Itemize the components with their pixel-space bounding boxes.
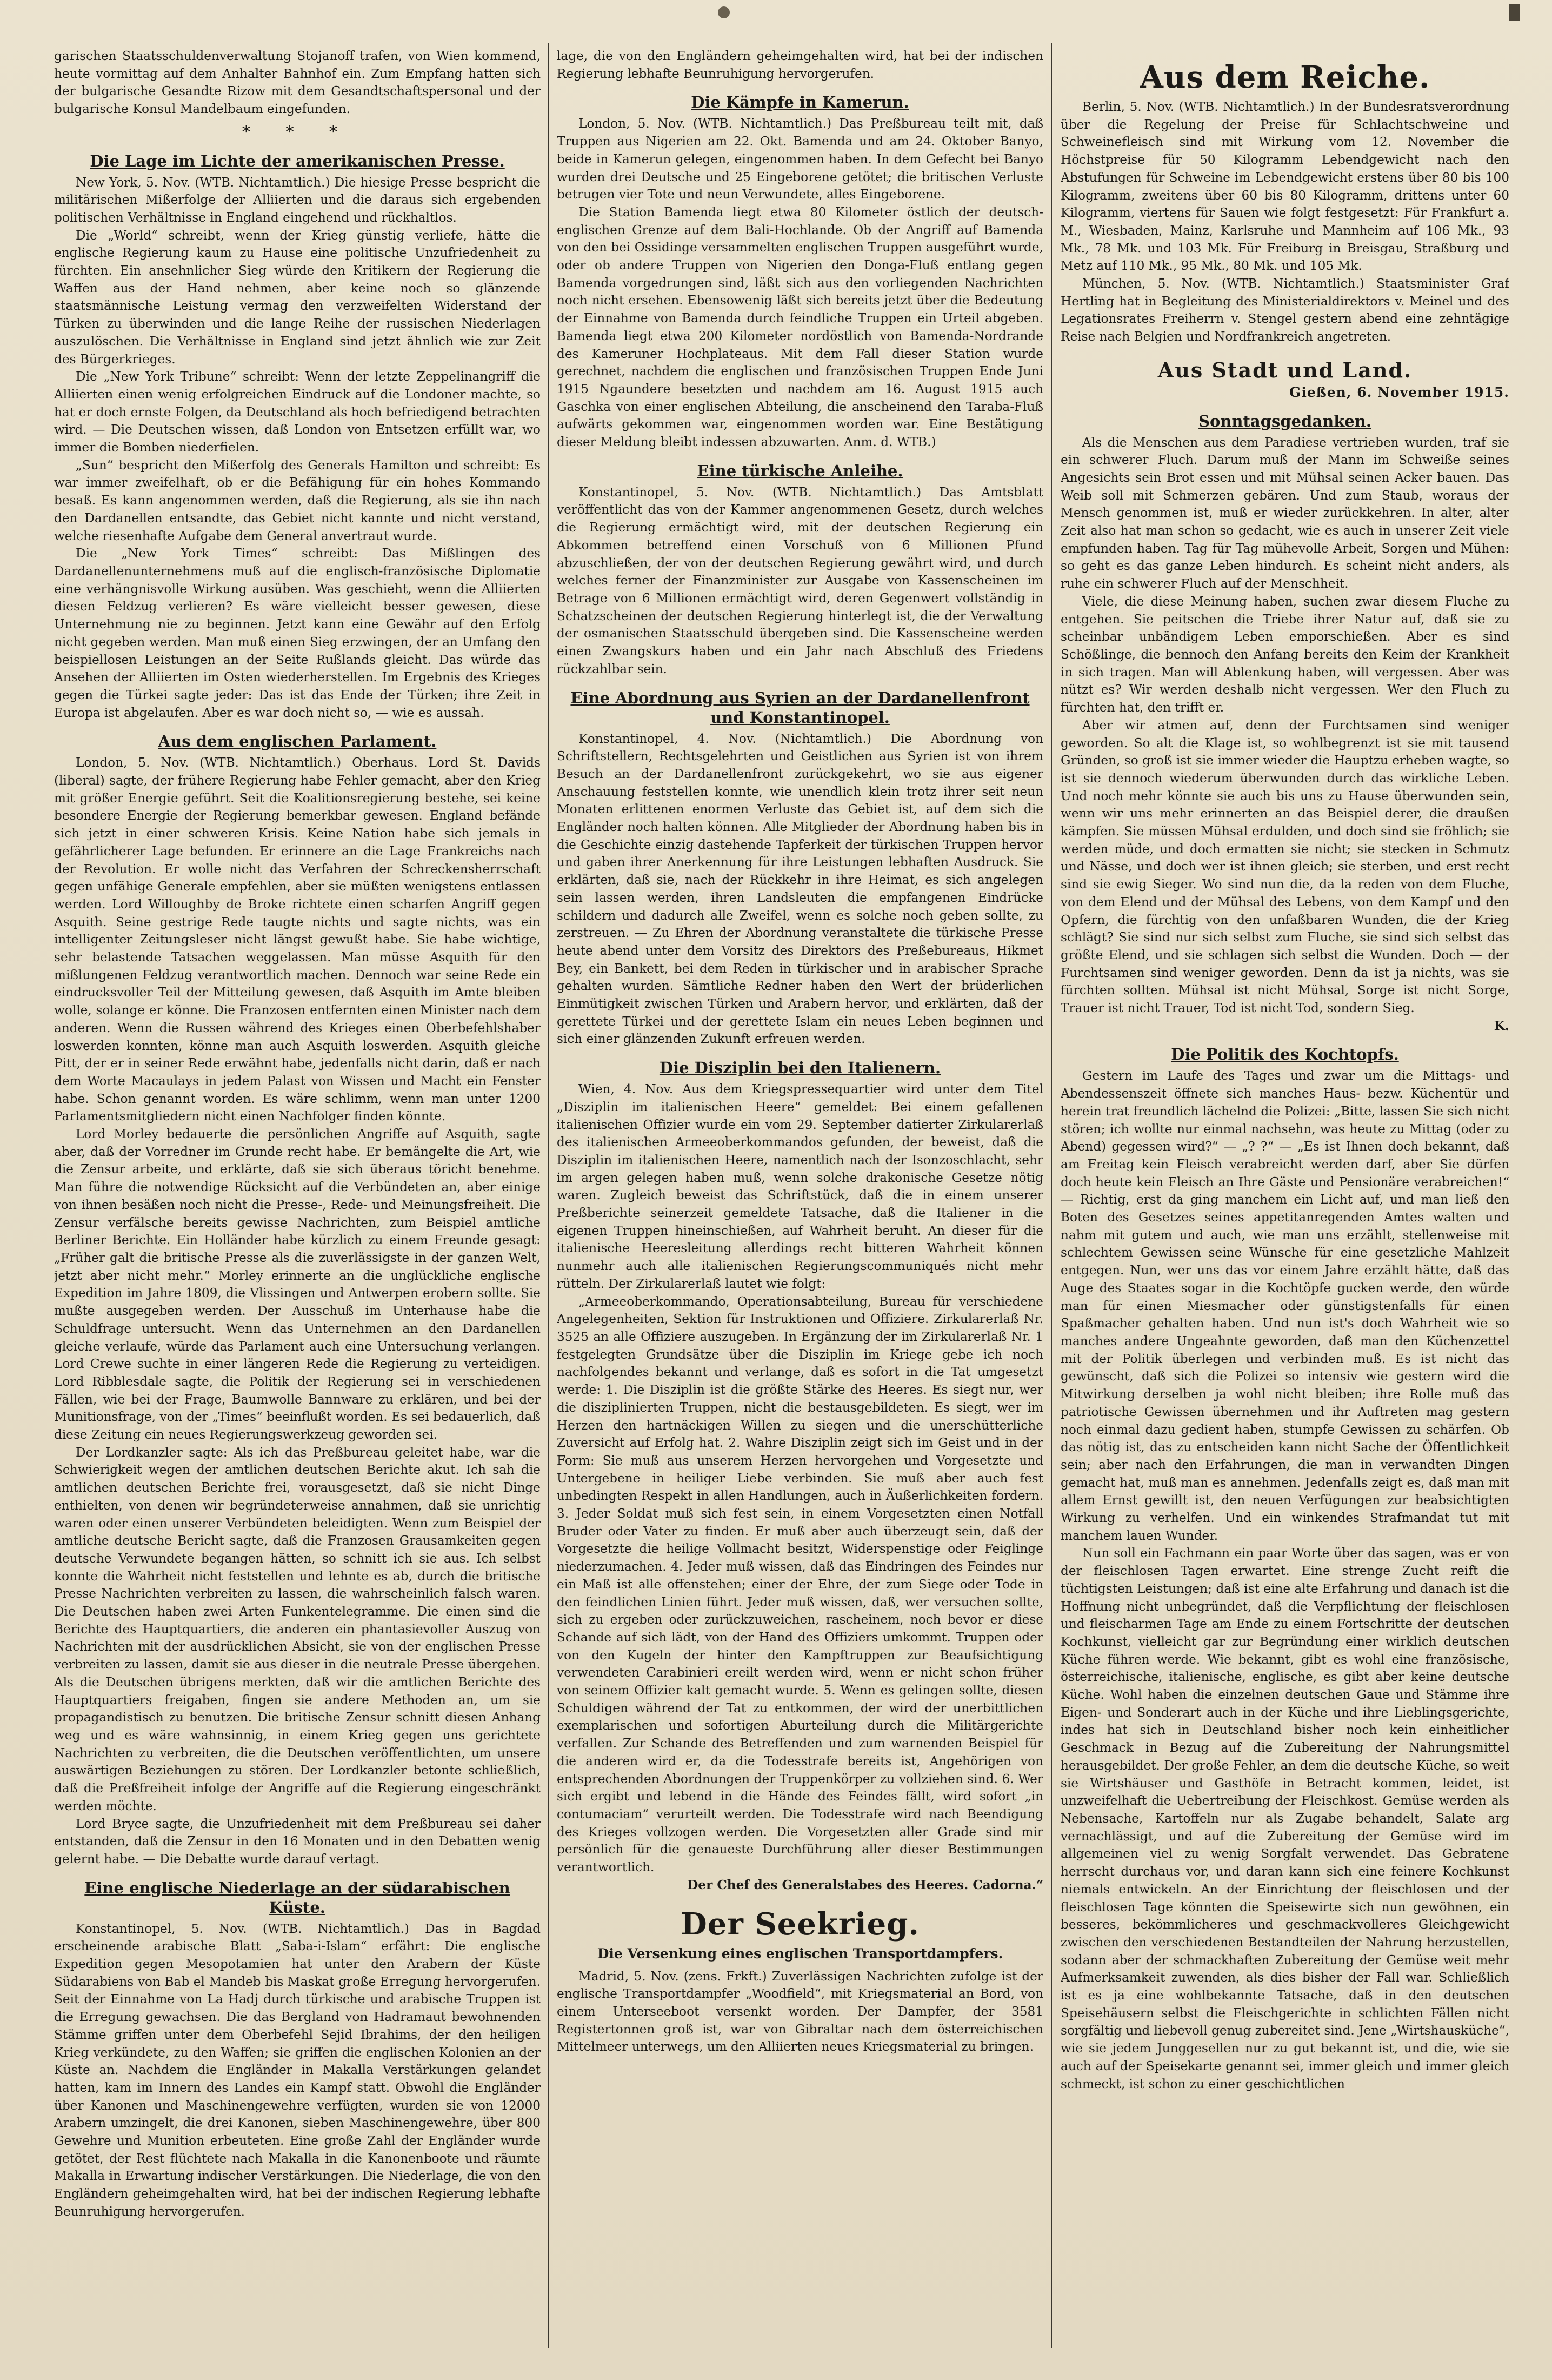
- paragraph: Die „New York Tribune“ schreibt: Wenn der letzte Zeppelinangriff die Alliierten einen wenig erfolgreichen Eindruck auf die Londoner machte, so hat er doch ernste Folgen, da Deutschland als hoch befriedigend betrachten wird. — Die Deutschen wissen, daß London von Entsetzen erfüllt war, wo immer die Bomben niederfielen.: [54, 369, 541, 455]
- margin-mark: [1509, 4, 1520, 21]
- headline-italian-discipline: Die Disziplin bei den Italienern.: [659, 1059, 941, 1078]
- paragraph: Die „New York Times“ schreibt: Das Mißlingen des Dardanellenunternehmens muß auf die englisch-französische Diplomatie eine verhängnisvolle Wirkung ausüben. Was geschieht, wenn die Alliierten diesen Feldzug verlieren? Es wäre vielleicht besser gewesen, diese Unternehmung nie zu beginnen. Jetzt kann eine Gewähr auf den Erfolg nicht gegeben werden. Man muß einen Sieg erzwingen, der an Umfang den beispiellosen Leistungen an der Seite Rußlands gleicht. Das würde das Ansehen der Alliierten im Osten wiederherstellen. Im Ergebnis des Krieges gegen die Türkei sagte jeder: Das ist das Ende der Türken; ihre Zeit in Europa ist abgelaufen. Aber es war doch nicht so, — wie es aussah.: [54, 546, 541, 720]
- paragraph: Konstantinopel, 5. Nov. (WTB. Nichtamtlich.) Das in Bagdad erscheinende arabische Blatt „Saba-i-Islam“ erfährt: Die englische Expedition gegen Mesopotamien hat unter den Arabern der Küste Südarabiens von Bab el Mandeb bis Maskat große Erregung hervorgerufen. Seit der Einnahme von La Hadj durch türkische und arabische Truppen ist die Erregung gewachsen. Die das Bergland von Hadramaut bewohnenden Stämme griffen unter dem Oberbefehl Sejid Ibrahims, der den heiligen Krieg verkündete, zu den Waffen; sie griffen die englischen Kolonien an der Küste an. Nachdem die Engländer in Makalla Verstärkungen gelandet hatten, kam im Innern des Landes ein Kampf statt. Obwohl die Engländer über Kanonen und Maschinengewehre verfügten, wurden sie von 12000 Arabern umzingelt, die drei Kanonen, sieben Maschinengewehre, über 800 Gewehre und Munition erbeuteten. Eine große Zahl der Engländer wurde getötet, der Rest flüchtete nach Makalla in die Kanonenboote und räumte Makalla in Erwartung indischer Verstärkungen. Die Niederlage, die von den Engländern geheimgehalten wird, hat bei der indischen Regierung lebhafte Beunruhigung hervorgerufen.: [54, 1921, 541, 2219]
- article-continuation: lage, die von den Engländern geheimgehalten wird, hat bei der indischen Regierung lebhafte Beunruhigung hervorgerufen.: [557, 49, 1043, 81]
- paragraph: Konstantinopel, 4. Nov. (Nichtamtlich.) Die Abordnung von Schriftstellern, Rechtsgelehrten und Geistlichen aus Syrien ist von ihrem Besuch an der Dardanellenfront zurückgekehrt, wo sie aus eigener Anschauung feststellen konnte, wie unendlich klein trotz ihrer seit neun Monaten erlittenen enormen Verluste das Gebiet ist, auf dem sich die Engländer noch halten können. Alle Mitglieder der Abordnung haben bis in die Geschichte einzig dastehende Tapferkeit der türkischen Truppen hervor und gaben ihrer Anerkennung für ihre Leistungen lebhaften Ausdruck. Sie erklärten, daß sie, nach der Rückkehr in ihre Heimat, es sich angelegen sein lassen werden, ihren Landsleuten die empfangenen Eindrücke schildern und dadurch alle Zweifel, wenn es solche noch geben sollte, zu zerstreuen. — Zu Ehren der Abordnung veranstaltete die türkische Presse heute abend unter dem Vorsitz des Direktors des Preßebureaus, Hikmet Bey, ein Bankett, bei dem Reden in türkischer und in arabischer Sprache gehalten wurden. Sämtliche Redner haben den Wert der brüderlichen Einmütigkeit zwischen Türken und Arabern hervor, und erklärten, daß der gerettete Türkei und der gerettete Islam ein neues Leben beginnen und sich einer glänzenden Zukunft erfreuen werden.: [557, 731, 1043, 1047]
- headline-cooking-pot-politics: Die Politik des Kochtopfs.: [1171, 1045, 1399, 1064]
- paragraph: London, 5. Nov. (WTB. Nichtamtlich.) Das Preßbureau teilt mit, daß Truppen aus Nigerien am 22. Okt. Bamenda und am 24. Oktober Banyo, beide in Kamerun gelegen, eingenommen haben. In dem Gefecht bei Banyo wurden drei Deutsche und 25 Eingeborene getötet; die britischen Verluste betrugen vier Tote und neun Verwundete, alles Eingeborene.: [557, 116, 1043, 202]
- column-rule-2: [1051, 43, 1052, 2348]
- paragraph: Madrid, 5. Nov. (zens. Frkft.) Zuverlässigen Nachrichten zufolge ist der englische Transportdampfer „Woodfield“, mit Kriegsmaterial an Bord, von einem Unterseeboot versenkt worden. Der Dampfer, der 3581 Registertonnen groß ist, war von Gibraltar nach dem österreichischen Mittelmeer unterwegs, um den Alliierten neues Kriegsmaterial zu bringen.: [557, 1969, 1043, 2055]
- print-mark: [718, 6, 730, 18]
- paragraph: Viele, die diese Meinung haben, suchen zwar diesem Fluche zu entgehen. Sie peitschen die Triebe ihrer Natur auf, daß sie zu scheinbar unbändigem Leben emporschießen. Aber es sind Schößlinge, die bennoch den Anfang bereits den Keim der Krankheit in sich tragen. Man will Ablenkung haben, will vergessen. Aber was nützt es? Wir werden deshalb nicht vergessen. Wer den Fluch zu fürchten hat, den trifft er.: [1061, 594, 1509, 715]
- paragraph: Die „World“ schreibt, wenn der Krieg günstig verliefe, hätte die englische Regierung kaum zu Hause eine politische Unzufriedenheit zu fürchten. Ein ansehnlicher Sieg würde den Kritikern der Regierung die Waffen aus der Hand nehmen, aber keine noch so glänzende staatsmännische Leistung vermag den verzweifelten Widerstand der Türken zu überwinden und die lange Reihe der russischen Niederlagen auszulöschen. Die Verhältnisse in England sind jetzt ähnlich wie zur Zeit des Bürgerkrieges.: [54, 228, 541, 367]
- paragraph: Aber wir atmen auf, denn der Furchtsamen sind weniger geworden. So alt die Klage ist, so wohlbegrenzt ist sie mit tausend Gründen, so groß ist sie immer wieder die Hauptzu erheben wagte, so ist sie dennoch wiederum überwunden durch das wirkliche Leben. Und noch mehr könnte sie auch bis uns zu Hause überwunden sein, wenn wir uns mehr erinnerten an das Beispiel derer, die draußen kämpfen. Sie müssen Mühsal erdulden, und doch sind sie fröhlich; sie werden müde, und doch ermatten sie nicht; sie stecken in Schmutz und Nässe, und doch wer ist ihnen gleich; sie sterben, und erst recht sind sie ewig Sieger. Wo sind nun die, da la reden von dem Fluche, von dem Elend und der Mühsal des Lebens, von dem Kampf und den Opfern, die fürchtig von den unfaßbaren Wunden, die der Krieg schlägt? Sie sind nur sich selbst zum Fluche, sie sind sich selbst das größte Elend, und sie schlagen sich selbst die Wunden. Doch — der Furchtsamen sind weniger geworden. Denn da ist ja nichts, was sie fürchten sollten. Mühsal ist nicht Mühsal, Sorge ist nicht Sorge, Trauer ist nicht Trauer, Tod ist nicht Tod, sondern Sieg.: [1061, 717, 1509, 1016]
- headline-us-press: Die Lage im Lichte der amerikanischen Presse.: [90, 151, 505, 170]
- column-middle: [557, 48, 1043, 2348]
- headline-kamerun: Die Kämpfe in Kamerun.: [691, 93, 909, 112]
- article-continuation: garischen Staatsschuldenverwaltung Stojanoff trafen, von Wien kommend, heute vormittag auf dem Anhalter Bahnhof ein. Zum Empfang hatten sich der bulgarische Gesandte Rizow mit dem Gesandtschaftspersonal und der bulgarische Konsul Mandelbaum eingefunden.: [54, 49, 541, 117]
- headline-sunday-thoughts: Sonntagsgedanken.: [1198, 411, 1371, 430]
- quoted-decree: „Armeeoberkommando, Operationsabteilung, Bureau für verschiedene Angelegenheiten, Sektion für Instruktionen und Offiziere. Zirkularerlaß Nr. 3525 an alle Offiziere auszugeben. In Ergänzung der im Zirkularerlaß Nr. 1 festgelegten Grundsätze über die Disziplin im Kriege gebe ich noch nachfolgendes bekannt und verlange, daß es sofort in die Tat umgesetzt werde: 1. Die Disziplin ist die größte Stärke des Heeres. Es siegt nur, wer die disziplinierten Truppen, nicht die bestausgebildeten. Es siegt, wer im Herzen den hartnäckigen Willen zu siegen und die unerschütterliche Zuversicht auf Erfolg hat. 2. Wahre Disziplin zeigt sich im Geist und in der Form: Sie muß aus unserem Herzen hervorgehen und Vorgesetzte und Untergebene in heiliger Liebe verbinden. Sie muß aber auch fest unbedingten Respekt in allen Handlungen, auch in Äußerlichkeiten fordern. 3. Jeder Soldat muß sich fest sein, in einem Vorgesetzten einen Notfall Bruder oder Vater zu finden. Er muß aber auch überzeugt sein, daß der Vorgesetzte die heilige Vollmacht besitzt, Widerspenstige oder Feiglinge niederzumachen. 4. Jeder muß wissen, daß das Eindringen des Feindes nur ein Maß ist alle offenstehen; einer der Ehre, der zum Siege oder Tode in den feindlichen Linien führt. Jeder muß wissen, daß, wer versuchen sollte, sich zu ergeben oder zurückzuweichen, rascheinem, noch bevor er diese Schande auf sich lädt, von der Hand des Offiziers umkommt. Truppen oder von den Kugeln der hinter den Kampftruppen zur Beaufsichtigung verwendeten Carabinieri ereilt werden wird, wenn er nicht schon früher von seinem Offizier kalt gemacht wurde. 5. Wenn es gelingen sollte, diesen Schuldigen während der Tat zu entkommen, der wird der unerbittlichen exemplarischen und sofortigen Aburteilung durch die Militärgerichte verfallen. Zur Schande des Betreffenden und zum warnenden Beispiel für die anderen wird er, da die Todesstrafe bereits ist, Angehörigen von entsprechenden Abordnungen der Truppenkörper zu vollziehen sind. 6. Wer sich ergibt und lebend in die Hände des Feindes fällt, wird sofort „in contumaciam“ verurteilt werden. Die Todesstrafe wird nach Beendigung des Krieges vollzogen werden. Die Vorgesetzten aller Grade sind mir persönlich für die genaueste Durchführung aller dieser Bestimmungen verantwortlich.: [557, 1294, 1043, 1875]
- paragraph: Berlin, 5. Nov. (WTB. Nichtamtlich.) In der Bundesratsverordnung über die Regelung der Preise für Schlachtschweine und Schweinefleisch sind mit Wirkung vom 12. November die Höchstpreise für 50 Kilogramm Lebendgewicht nach den Abstufungen für Schweine im Lebendgewicht erstens über 80 bis 100 Kilogramm, zweitens über 60 bis 80 Kilogramm, drittens unter 60 Kilogramm, viertens für Sauen wie folgt festgesetzt: Für Frankfurt a. M., Wiesbaden, Mainz, Karlsruhe und Mannheim auf 106 Mk., 93 Mk., 78 Mk. und 103 Mk. Für Freiburg in Breisgau, Straßburg und Metz auf 110 Mk., 95 Mk., 80 Mk. und 105 Mk.: [1061, 99, 1509, 274]
- paragraph: New York, 5. Nov. (WTB. Nichtamtlich.) Die hiesige Presse bespricht die militärischen Mißerfolge der Alliierten und die daraus sich ergebenden politischen Verhältnisse in England eingehend und rückhaltlos.: [54, 175, 541, 225]
- paragraph: London, 5. Nov. (WTB. Nichtamtlich.) Oberhaus. Lord St. Davids (liberal) sagte, der frühere Regierung habe Fehler gemacht, aber den Krieg mit größer Energie geführt. Seit die Koalitionsregierung bestehe, sei keine besondere Energie der Regierung bemerkbar gewesen. England befände sich jetzt in einer schweren Krisis. Keine Nation habe sich jemals in gefährlicherer Lage befunden. Er erinnere an die Lage Frankreichs nach der Revolution. Er wolle nicht das Verfahren der Schreckensherrschaft gegen unfähige Generale empfehlen, aber sie müßten wenigstens entlassen werden. Lord Willoughby de Broke richtete einen scharfen Angriff gegen Asquith. Seine gestrige Rede taugte nichts und sagte nichts, was ein intelligenter Zeitungsleser nicht längst gewußt habe. Sie habe wichtige, sehr belastende Tatsachen weggelassen. Man müsse Asquith für den mißlungenen Feldzug verantwortlich machen. Dennoch war seine Rede ein eindrucksvoller Teil der Mitteilung gewesen, daß Asquith im Amte bleiben wolle, solange er könne. Die Franzosen entfernten einen Minister nach dem anderen. Wenn die Russen während des Krieges einen Oberbefehlshaber loswerden konnten, könne man auch Asquith loswerden. Asquith gleiche Pitt, der er in seiner Rede erwähnt habe, jedenfalls nicht darin, daß er nach dem Worte Macaulays in jedem Palast von Wissen und Macht ein Fenster habe. Schon genannt worden. Es wäre schlimm, wenn man unter 1200 Parlamentsmitgliedern nicht einen Nachfolger finden könnte.: [54, 755, 541, 1124]
- paragraph: Die Station Bamenda liegt etwa 80 Kilometer östlich der deutsch-englischen Grenze auf dem Bali-Hochlande. Ob der Angriff auf Bamenda von den bei Ossidinge versammelten englischen Truppen ausgeführt wurde, oder ob andere Truppen von Nigerien den Donga-Fluß entlang gegen Bamenda vorgedrungen sind, läßt sich aus den vorliegenden Nachrichten noch nicht ersehen. Ebensowenig läßt sich bereits jetzt über die Bedeutung der Einnahme von Bamenda durch feindliche Truppen ein Urteil abgeben. Bamenda liegt etwa 200 Kilometer nordöstlich von Bamenda-Nordrande des Kameruner Hochplateaus. Mit dem Fall dieser Station wurde gerechnet, nachdem die englischen und französischen Truppen Ende Juni 1915 Ngaundere besetzten und nachdem am 16. August 1915 auch Gaschka von einer englischen Abteilung, die anscheinend den Taraba-Fluß aufwärts gekommen war, eingenommen worden war. Eine Bestätigung dieser Meldung bleibt indessen abzuwarten. Anm. d. WTB.): [557, 204, 1043, 450]
- section-title-city-country: Aus Stadt und Land.: [1157, 357, 1413, 382]
- paragraph: München, 5. Nov. (WTB. Nichtamtlich.) Staatsminister Graf Hertling hat in Begleitung des Ministerialdirektors v. Meinel und des Legationsrates Freiherrn v. Stengel gestern abend eine zehntägige Reise nach Belgien und Nordfrankreich angetreten.: [1061, 276, 1509, 344]
- section-title-reich: Aus dem Reiche.: [1140, 59, 1430, 95]
- column-right: [1061, 48, 1509, 2348]
- paragraph: Lord Morley bedauerte die persönlichen Angriffe auf Asquith, sagte aber, daß der Vorredner im Grunde recht habe. Er bemängelte die Art, wie die Zensur arbeite, und erklärte, daß sie sich überaus töricht benehme. Man führe die notwendige Rücksicht auf die Verbündeten an, aber einige von ihnen besäßen noch nicht die Presse-, Rede- und Meinungsfreiheit. Die Zensur verfälsche bereits gewisse Nachrichten, zum Beispiel amtliche Berliner Berichte. Ein Holländer habe kürzlich zu einem Freunde gesagt: „Früher galt die britische Presse als die zuverlässigste in der ganzen Welt, jetzt aber nicht mehr.“ Morley erinnerte an die unglückliche englische Expedition im Jahre 1809, die Vlissingen und Antwerpen erobern sollte. Sie mußte ausgegeben werden. Der Ausschuß im Unterhause habe die Schuldfrage untersucht. Wenn das Unternehmen an den Dardanellen gleiche verlaufe, würde das Parlament auch eine Untersuchung verlangen. Lord Crewe suchte in einer längeren Rede die Regierung zu verteidigen. Lord Ribblesdale sagte, die Politik der Regierung sei in verschiedenen Fällen, wie bei der Frage, Baumwolle Bannware zu erklären, und bei der Munitionsfrage, von der „Times“ beeinflußt worden. Es sei bedauerlich, daß diese Zeitung ein neues Regierungswerkzeug geworden sei.: [54, 1127, 541, 1442]
- paragraph: Wien, 4. Nov. Aus dem Kriegspressequartier wird unter dem Titel „Disziplin im italienischen Heere“ gemeldet: Bei einem gefallenen italienischen Offizier wurde ein vom 29. September datierter Zirkularerlaß des italienischen Armeeoberkommandos gefunden, der beweist, daß die Disziplin im italienischen Heere, namentlich nach der Isonzoschlacht, sehr im argen gelegen haben muß, wenn solche drakonische Gesetze nötig waren. Zugleich beweist das Schriftstück, daß die in einem unserer Preßberichte seinerzeit gemeldete Tatsache, daß die Italiener in die eigenen Truppen hineinschießen, auf Wahrheit beruht. An dieser für die italienische Heeresleitung allerdings recht bitteren Wahrheit können nunmehr auch alle italienischen Regierungscommuniqués nicht mehr rütteln. Der Zirkularerlaß lautet wie folgt:: [557, 1082, 1043, 1291]
- column-rule-1: [548, 43, 549, 2348]
- section-separator: * * *: [242, 122, 353, 142]
- paragraph: Gestern im Laufe des Tages und zwar um die Mittags- und Abendessenszeit öffnete sich manches Haus- bezw. Küchentür und herein trat freundlich lächelnd die Polizei: „Bitte, lassen Sie sich nicht stören; ich wollte nur einmal nachsehn, was heute zu Mittag (oder zu Abend) gegessen wird?“ — „? ?“ — „Es ist Ihnen doch bekannt, daß am Freitag kein Fleisch verabreicht werden darf, aber Sie dürfen doch heute kein Fleisch an Ihre Gäste und Pensionäre verabreichen!“ — Richtig, erst da ging manchem ein Licht auf, und man ließ den Boten des Gesetzes seines appetitanregenden Amtes walten und nahm mit gutem und auch, wie man uns erzählt, stellenweise mit schlechtem Gewissen seine Wünsche für eine gesetzliche Mahlzeit entgegen. Nun, wer uns das vor einem Jahre erzählt hätte, daß das Auge des Staates sogar in die Kochtöpfe gucken werde, den würde man für einen Miesmacher oder günstigstenfalls für einen Spaßmacher gehalten haben. Und nun ist's doch Wahrheit wie so manches andere Ungeahnte geworden, daß man den Küchenzettel mit der Politik überlegen und verbinden muß. Es ist nicht das gewünscht, daß sich die Polizei so intensiv wie gestern wird die Mitwirkung derselben ja wohl nicht bleiben; ihre Rolle muß das patriotische Gewissen übernehmen und ihr Auftreten mag gestern noch einmal dazu gedient haben, stumpfe Gewissen zu schärfen. Ob das nötig ist, das zu entscheiden kann nicht Sache der Öffentlichkeit sein; aber nach den Erfahrungen, die man in verwandten Dingen gemacht hat, muß man es annehmen. Jedenfalls zeigt es, daß man mit allem Ernst gewillt ist, den neuen Verfügungen zur beabsichtigten Wirkung zu verhelfen. Und ein winkendes Strafmandat tut mit manchem lauen Wunder.: [1061, 1068, 1509, 1543]
- paragraph: Nun soll ein Fachmann ein paar Worte über das sagen, was er von der fleischlosen Tagen erwartet. Eine strenge Zucht reift die tüchtigsten Leistungen; daß ist eine alte Erfahrung und danach ist die Hoffnung nicht unbegründet, daß die Verpflichtung der fleischlosen und fleischarmen Tage am Ende zu einem Fortschritte der deutschen Kochkunst, vielleicht gar zur Begründung einer wirklich deutschen Küche führen werde. Wie bekannt, gibt es wohl eine französische, österreichische, italienische, englische, es gibt aber keine deutsche Küche. Wohl haben die einzelnen deutschen Gaue und Stämme ihre Eigen- und Sonderart auch in der Küche und ihre Lieblingsgerichte, indes hat sich in Deutschland bisher noch kein einheitlicher Geschmack in Bezug auf die Zubereitung der Nahrungsmittel herausgebildet. Der große Fehler, an dem die deutsche Küche, so weit sie Wirtshäuser und Gasthöfe in Betracht kommen, leidet, ist unzweifelhaft die Uebertreibung der Fleischkost. Gemüse werden als Nebensache, Kartoffeln nur als Zugabe behandelt, Salate arg vernachlässigt, und auf die Zubereitung der Gemüse wird im allgemeinen viel zu wenig Sorgfalt verwendet. Das Gebratene herrscht durchaus vor, und daran kann sich eine feinere Kochkunst niemals entwickeln. An der Einrichtung der fleischlosen und der fleischlosen Tage könnten die Speisewirte sich nun gewöhnen, ein besseres, bekömmlicheres und geschmackvolleres Gleichgewicht zwischen den verschiedenen Bestandteilen der Nahrung herzustellen, sodann aber der schmackhaften Zubereitung der Gemüse weit mehr Aufmerksamkeit zuwenden, als dies bisher der Fall war. Schließlich ist es ja eine wohlbekannte Tatsache, daß in den deutschen Speisehäusern selbst die Fleischgerichte in schlichten Fällen nicht sorgfältig und liebevoll genug zubereitet sind. Jene „Wirtshausküche“, wie sie jedem Junggesellen nur zu gut bekannt ist, und die, wie sie auch auf der Speisekarte genannt sei, immer gleich und immer gleich schmeckt, ist schon zu einer geschichtlichen: [1061, 1546, 1509, 2091]
- headline-south-arabian-coast: Eine englische Niederlage an der südarabischen Küste.: [84, 1878, 510, 1917]
- paragraph: „Sun“ bespricht den Mißerfolg des Generals Hamilton und schreibt: Es war immer zweifelhaft, ob er die Befähigung für ein hohes Kommando besaß. Es kann angenommen werden, daß die Regierung, als sie ihn nach den Dardanellen entsandte, das Gebiet nicht kannte und nicht verstand, welche riesenhafte Aufgabe dem General anvertraut wurde.: [54, 457, 541, 543]
- headline-turkish-loan: Eine türkische Anleihe.: [697, 461, 903, 480]
- signature-line: Der Chef des Generalstabes des Heeres. Cadorna.“: [687, 1877, 1043, 1892]
- column-left: [54, 48, 541, 2348]
- headline-english-parliament: Aus dem englischen Parlament.: [158, 732, 437, 751]
- headline-transport-sinking: Die Versenkung eines englischen Transportdampfers.: [597, 1945, 1003, 1962]
- headline-syrian-delegation: Eine Abordnung aus Syrien an der Dardanellenfront und Konstantinopel.: [570, 688, 1030, 727]
- dateline: Gießen, 6. November 1915.: [1289, 384, 1509, 400]
- author-initial: K.: [1494, 1018, 1509, 1033]
- section-title-naval-war: Der Seekrieg.: [681, 1906, 920, 1942]
- paragraph: Konstantinopel, 5. Nov. (WTB. Nichtamtlich.) Das Amtsblatt veröffentlicht das von der Kammer angenommenen Gesetz, durch welches die Regierung ermächtigt wird, mit der deutschen Regierung ein Abkommen betreffend einen Vorschuß von 6 Millionen Pfund abzuschließen, der von der deutschen Regierung gewährt wird, und durch welches ferner der Finanzminister zur Ausgabe von Kassenscheinen im Betrage von 6 Millionen ermächtigt wird, deren Gegenwert vollständig in Schatzscheinen der deutschen Regierung hinterlegt ist, die der Verwaltung der osmanischen Staatsschuld übergeben sind. Die Kassenscheine werden einen Zwangskurs haben und ein Jahr nach Abschluß des Friedens rückzahlbar sein.: [557, 484, 1043, 676]
- paragraph: Lord Bryce sagte, die Unzufriedenheit mit dem Preßbureau sei daher entstanden, daß die Zensur in den 16 Monaten und in den Debatten wenig gelernt habe. — Die Debatte wurde darauf vertagt.: [54, 1816, 541, 1866]
- paragraph: Als die Menschen aus dem Paradiese vertrieben wurden, traf sie ein schwerer Fluch. Darum muß der Mann im Schweiße seines Angesichts sein Brot essen und mit Mühsal seinen Acker bauen. Das Weib soll mit Schmerzen gebären. Und zum Staub, woraus der Mensch genommen ist, muß er wieder zurückkehren. In alter, alter Zeit also hat man schon so gedacht, wie es auch in unserer Zeit viele empfunden haben. Tag für Tag mühevolle Arbeit, Sorgen und Mühen: so geht es das ganze Leben hindurch. Es scheint nicht anders, als ruhe ein schwerer Fluch auf der Menschheit.: [1061, 435, 1509, 591]
- paragraph: Der Lordkanzler sagte: Als ich das Preßbureau geleitet habe, war die Schwierigkeit wegen der amtlichen deutschen Berichte akut. Ich sah die amtlichen deutschen Berichte frei, vorausgesetzt, daß sie nicht Dinge enthielten, von denen wir begründeterweise annahmen, daß sie unrichtig waren oder einen unserer Verbündeten beleidigten. Wenn zum Beispiel der amtliche deutsche Bericht sagte, daß die Franzosen Grausamkeiten gegen deutsche Verwundete begangen hätten, so schnitt ich sie aus. Ich selbst konnte die Wahrheit nicht feststellen und lehnte es ab, durch die britische Presse Nachrichten verbreiten zu lassen, die wahrscheinlich falsch waren. Die Deutschen haben zwei Arten Funkentelegramme. Die einen sind die Berichte des Hauptquartiers, die anderen ein phantasievoller Auszug von Nachrichten mit der ausdrücklichen Absicht, sie von der englischen Presse verbreiten zu lassen, damit sie aus dieser in die neutrale Presse übergehen. Als die Deutschen übrigens merkten, daß wir die amtlichen Berichte des Hauptquartiers freigaben, fingen sie andere Methoden an, um sie propagandistisch zu benutzen. Die britische Zensur schnitt diesen Anhang weg und es wäre wahnsinnig, in einem Krieg gegen uns gerichtete Nachrichten zu verbreiten, die die Deutschen veröffentlichten, um unsere auswärtigen Beziehungen zu stören. Der Lordkanzler betonte schließlich, daß die Preßfreiheit infolge der Angriffe auf die Regierung eingeschränkt werden möchte.: [54, 1445, 541, 1813]
